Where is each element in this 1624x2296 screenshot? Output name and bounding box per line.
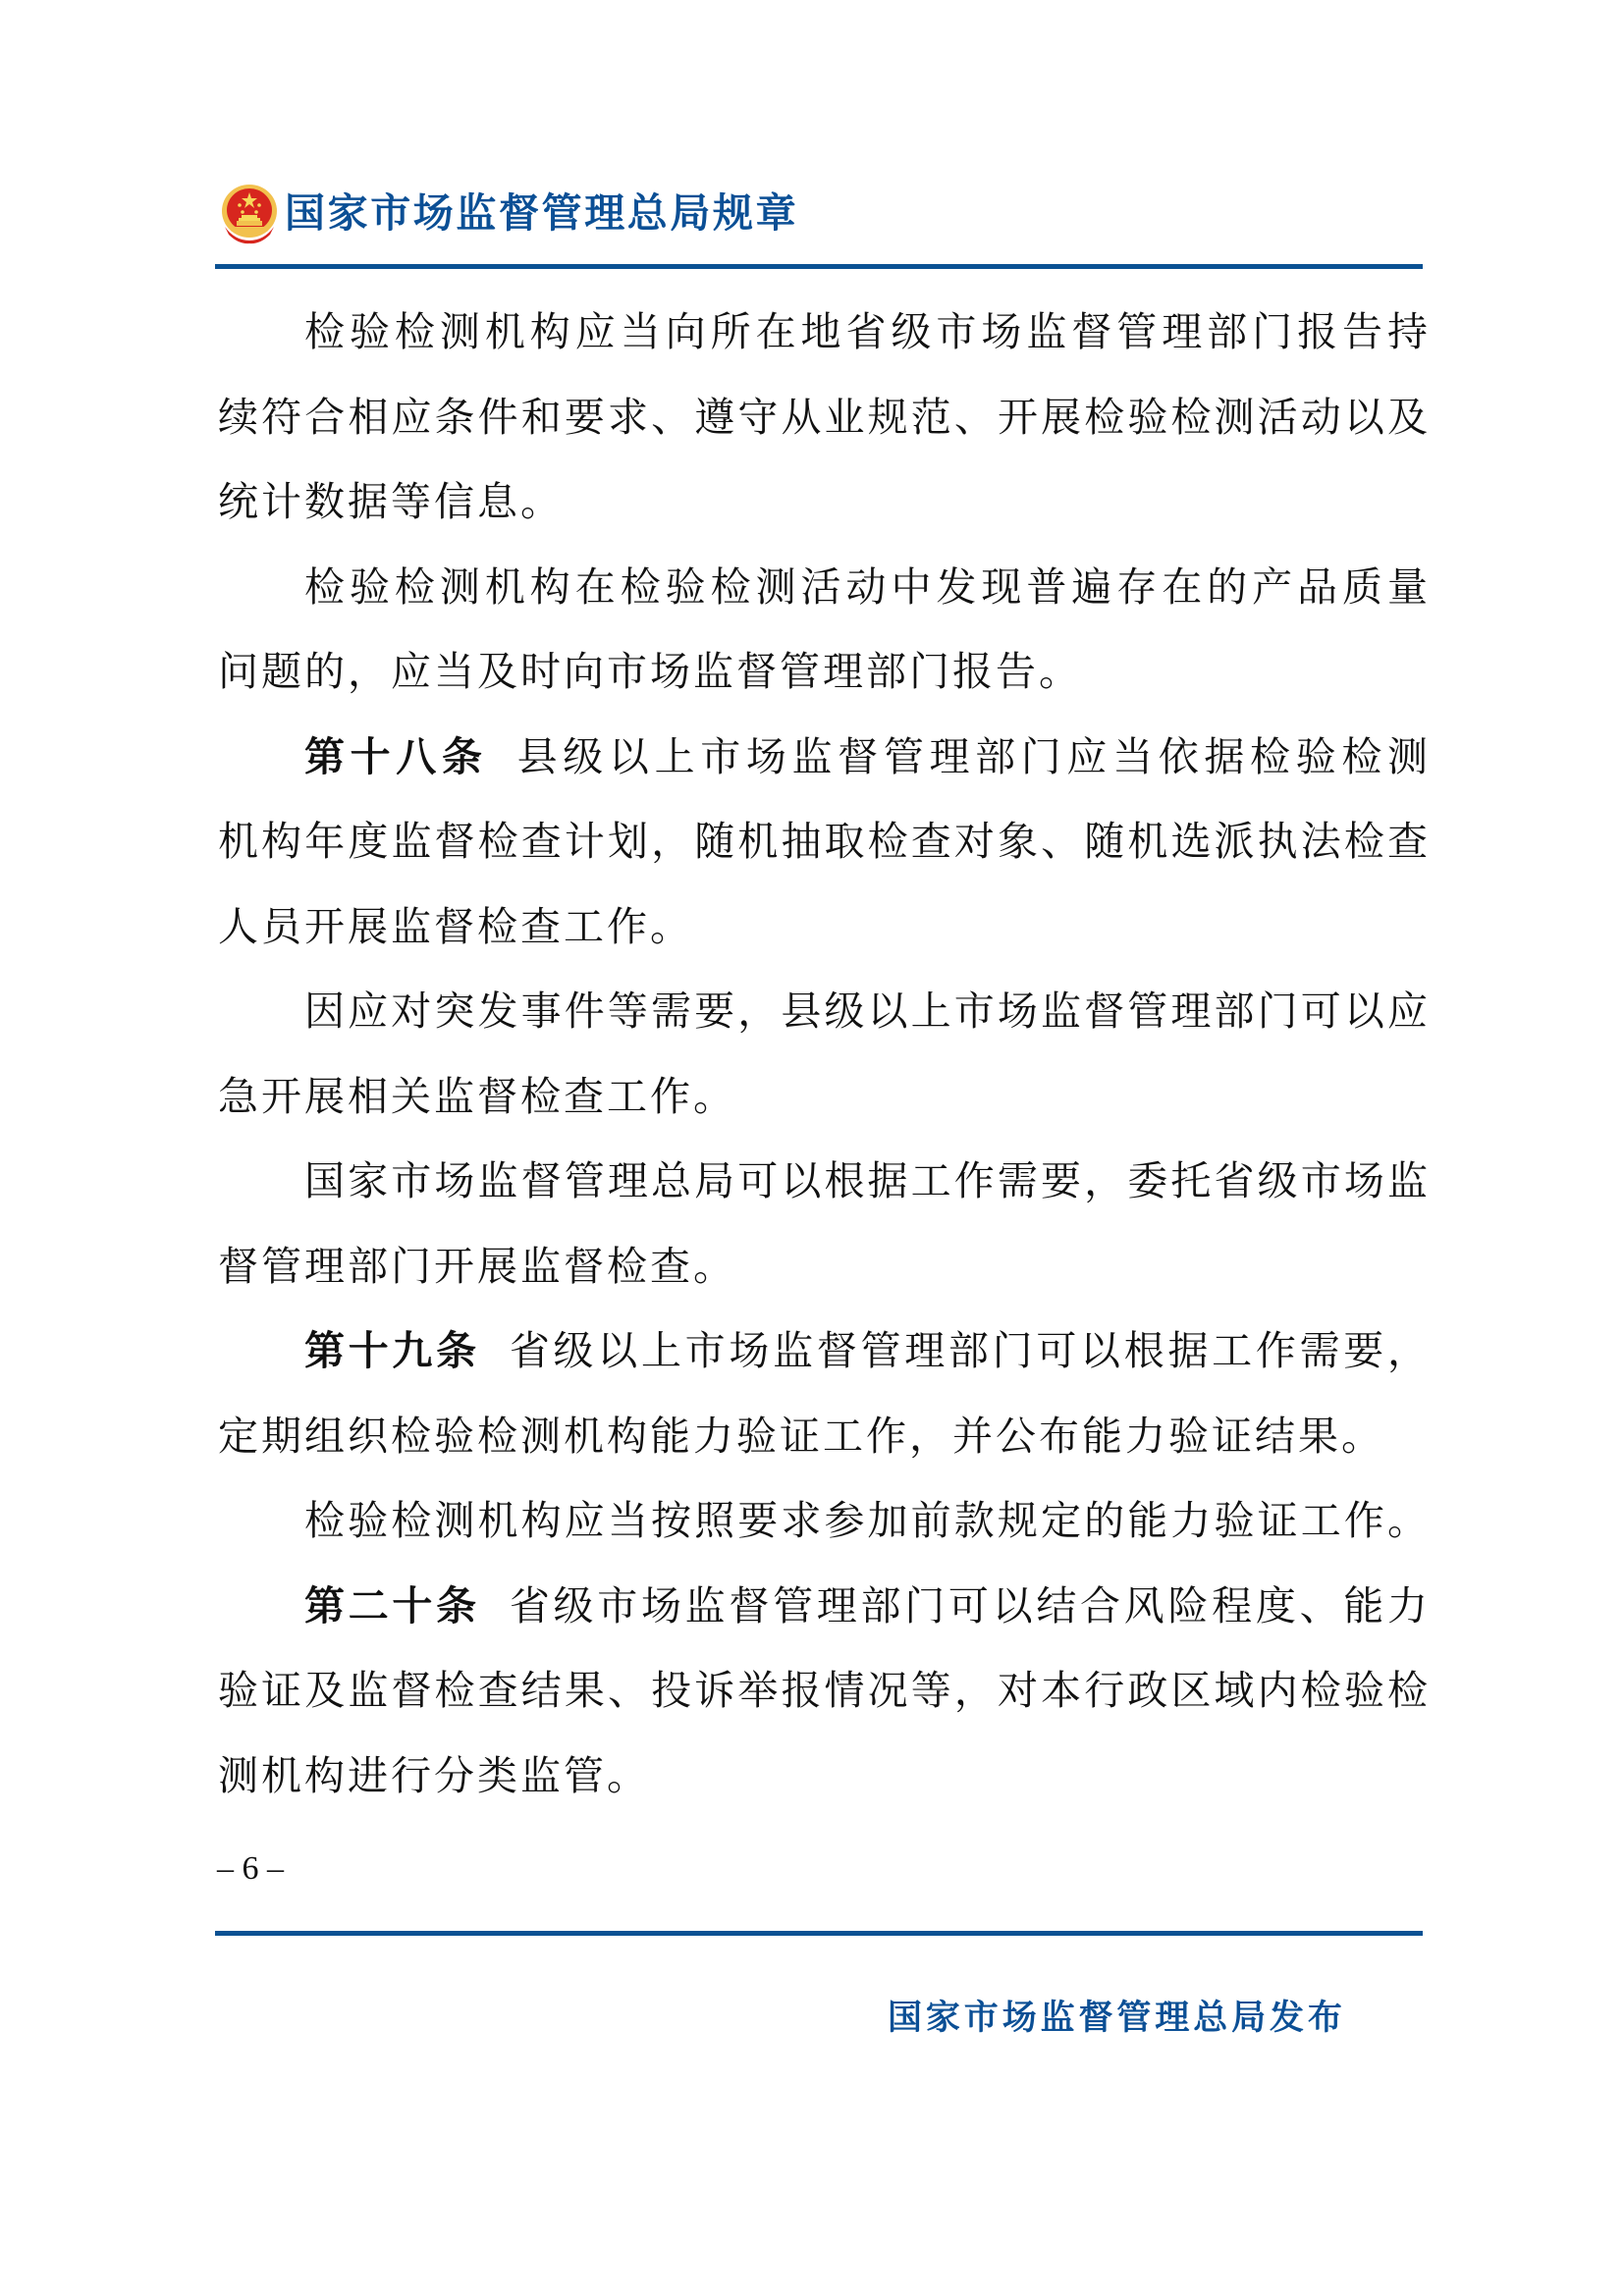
line-text: 国家市场监督管理总局可以根据工作需要，委托省级市场监 <box>304 1157 1428 1204</box>
line-text: 因应对突发事件等需要，县级以上市场监督管理部门可以应 <box>304 988 1428 1035</box>
line-text: 测机构进行分类监管。 <box>218 1751 650 1799</box>
line-text: 人员开展监督检查工作。 <box>218 902 693 950</box>
line-text: 定期组织检验检测机构能力验证工作，并公布能力验证结果。 <box>218 1412 1384 1460</box>
line-text: 检验检测机构应当向所在地省级市场监督管理部门报告持 <box>304 308 1428 355</box>
text-line <box>218 375 1428 460</box>
line-text: 县级以上市场监督管理部门应当依据检验检测 <box>516 732 1428 780</box>
footer-publisher: 国家市场监督管理总局发布 <box>888 1999 1346 2038</box>
article-line <box>218 1564 1428 1649</box>
line-text: 检验检测机构在检验检测活动中发现普遍存在的产品质量 <box>304 562 1428 611</box>
line-text: 急开展相关监督检查工作。 <box>218 1072 736 1120</box>
line-text: 省级以上市场监督管理部门可以根据工作需要， <box>509 1327 1429 1374</box>
text-line <box>218 1224 1428 1309</box>
text-line <box>218 1734 1428 1819</box>
text-line <box>218 1054 1428 1140</box>
page-header <box>215 177 1423 270</box>
text-line <box>218 884 1428 970</box>
line-text: 省级市场监督管理部门可以结合风险程度、能力 <box>509 1581 1429 1629</box>
header-title: 国家市场监督管理总局规章 <box>285 189 799 237</box>
line-text: 检验检测机构应当按照要求参加前款规定的能力验证工作。 <box>304 1497 1428 1544</box>
article-number: 第十九条 <box>304 1327 480 1374</box>
national-emblem-icon <box>221 184 278 244</box>
document-body <box>218 290 1428 1818</box>
line-text: 验证及监督检查结果、投诉举报情况等，对本行政区域内检验检 <box>218 1667 1428 1714</box>
text-line <box>218 629 1428 715</box>
text-line <box>218 1394 1428 1479</box>
footer-rule <box>215 1931 1423 1936</box>
text-line <box>218 1139 1428 1224</box>
text-line <box>218 1478 1428 1564</box>
text-line <box>218 1648 1428 1734</box>
line-text: 续符合相应条件和要求、遵守从业规范、开展检验检测活动以及 <box>218 393 1428 441</box>
line-text: 督管理部门开展监督检查。 <box>218 1242 736 1290</box>
text-line <box>218 799 1428 884</box>
header-rule <box>215 264 1423 269</box>
article-number: 第十八条 <box>304 732 488 780</box>
text-line <box>218 969 1428 1054</box>
line-text: 问题的，应当及时向市场监督管理部门报告。 <box>218 648 1082 695</box>
article-line <box>218 1308 1428 1394</box>
line-text: 机构年度监督检查计划，随机抽取检查对象、随机选派执法检查 <box>218 818 1428 865</box>
article-number: 第二十条 <box>304 1581 480 1629</box>
page-number: – 6 – <box>217 1850 284 1887</box>
text-line <box>218 290 1428 375</box>
text-line <box>218 545 1428 630</box>
article-line <box>218 715 1428 800</box>
line-text: 统计数据等信息。 <box>218 478 564 525</box>
text-line <box>218 459 1428 545</box>
